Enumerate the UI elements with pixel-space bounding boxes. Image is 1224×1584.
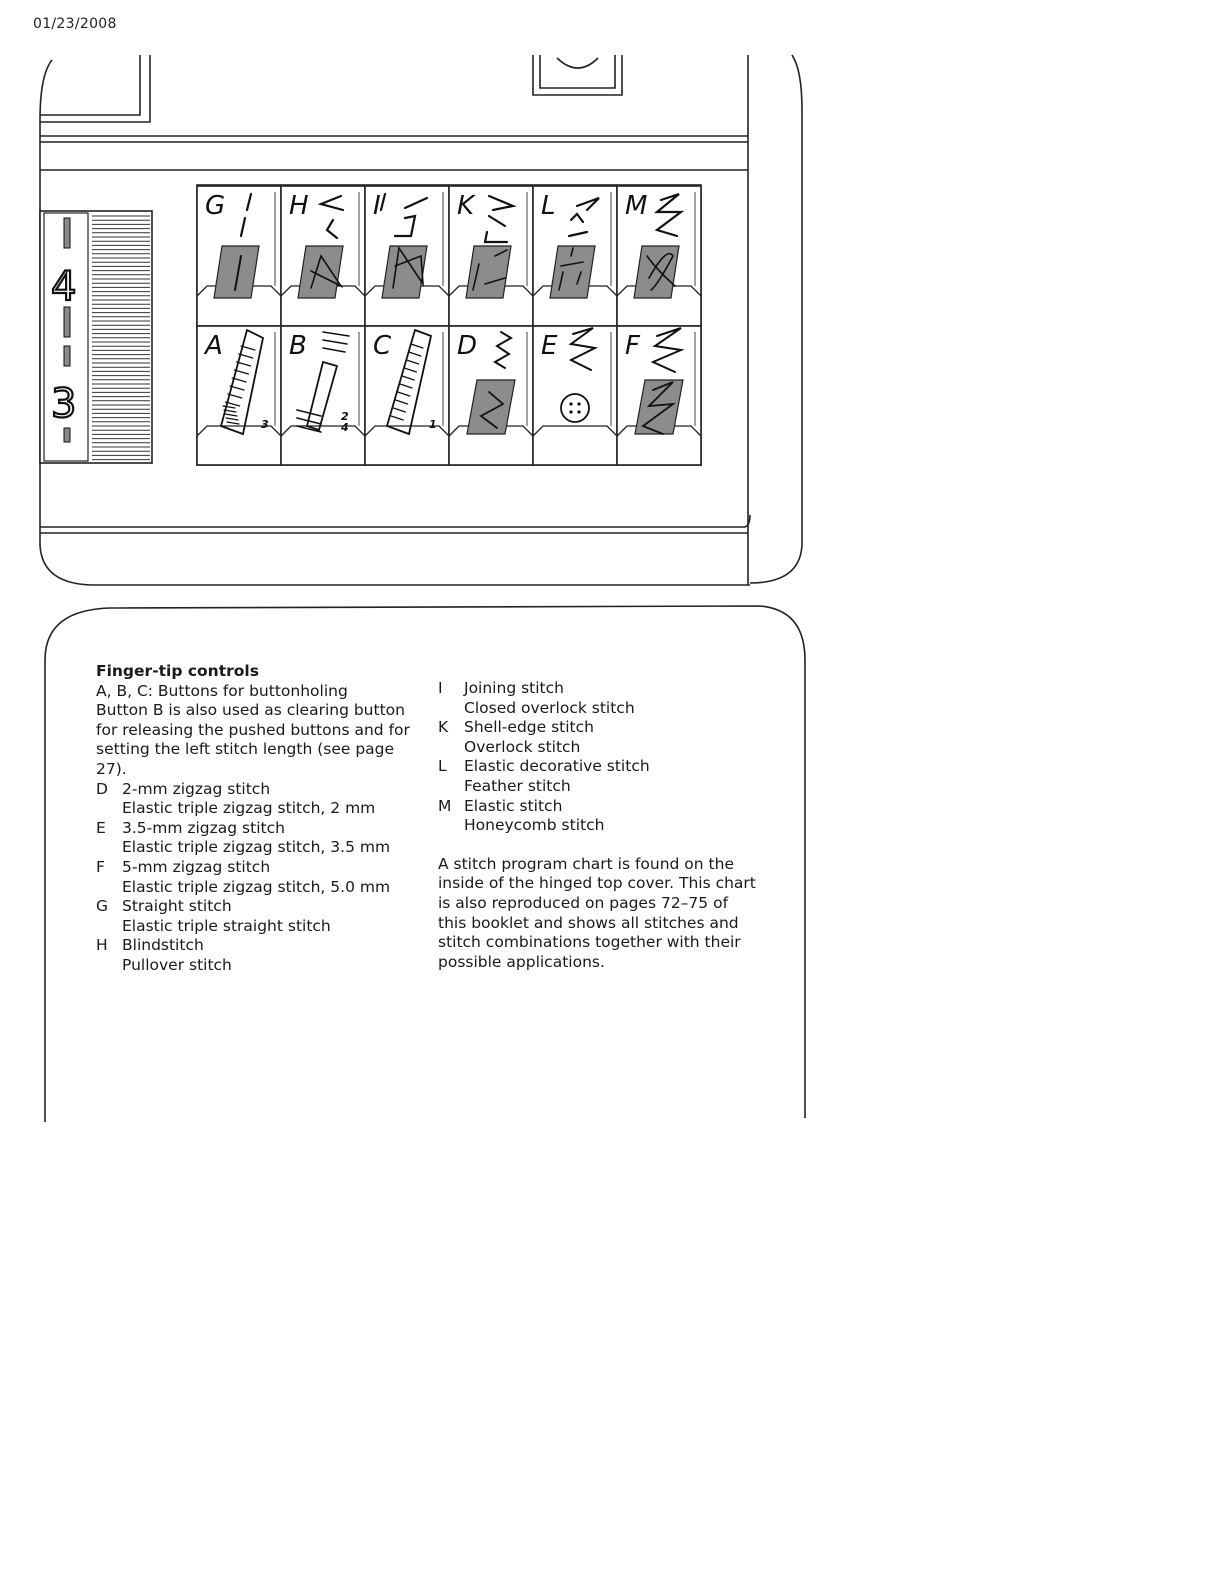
entry-description xyxy=(122,858,390,897)
note-line: possible applications. xyxy=(438,952,605,971)
page-date: 01/23/2008 xyxy=(33,16,117,32)
note-line: A stitch program chart is found on the xyxy=(438,854,734,873)
entry-line: Straight stitch xyxy=(122,897,232,916)
bottom-key-a[interactable] xyxy=(197,326,281,465)
stitch-entry-i xyxy=(438,679,758,718)
note-line: stitch combinations together with their xyxy=(438,933,741,952)
entry-line: 3.5-mm zigzag stitch xyxy=(122,818,285,837)
dial-number-3: 3 xyxy=(51,381,77,427)
left-column xyxy=(96,662,416,976)
key-letter-d: D xyxy=(457,331,478,361)
note-line: inside of the hinged top cover. This chart xyxy=(438,874,756,893)
intro-line: Button B is also used as clearing button xyxy=(96,701,405,720)
entry-line: Overlock stitch xyxy=(464,737,581,756)
entry-line: Blindstitch xyxy=(122,936,204,955)
top-key-g[interactable] xyxy=(197,186,281,326)
entry-line: Elastic stitch xyxy=(464,796,563,815)
section-heading: Finger-tip controls xyxy=(96,662,259,680)
top-key-k[interactable] xyxy=(449,186,533,326)
entry-letter: M xyxy=(438,796,452,815)
left-entry-list xyxy=(96,780,416,976)
stitch-entry-k xyxy=(438,718,758,757)
entry-line: Elastic triple zigzag stitch, 2 mm xyxy=(122,799,376,818)
entry-description xyxy=(122,819,390,858)
entry-line: 2-mm zigzag stitch xyxy=(122,779,271,798)
intro-line: for releasing the pushed buttons and for xyxy=(96,720,410,739)
key-b-number-top: 2 xyxy=(341,410,349,423)
top-key-i[interactable] xyxy=(365,186,449,326)
stitch-chart-note xyxy=(438,855,758,973)
bottom-key-d[interactable] xyxy=(449,326,533,465)
key-letter-l: L xyxy=(541,191,556,221)
entry-description xyxy=(122,936,232,975)
key-letter-f: F xyxy=(625,331,640,361)
key-letter-c: C xyxy=(373,331,392,361)
stitch-entry-h xyxy=(96,936,416,975)
entry-line: Joining stitch xyxy=(464,679,564,697)
key-letter-i: I xyxy=(373,191,381,221)
top-key-m[interactable] xyxy=(617,186,701,326)
key-c-number: 1 xyxy=(429,418,437,431)
entry-line: Elastic decorative stitch xyxy=(464,757,650,776)
entry-description xyxy=(122,897,331,936)
key-b-number-bottom: 4 xyxy=(341,421,349,434)
entry-description xyxy=(464,757,650,796)
entry-line: Elastic triple straight stitch xyxy=(122,916,331,935)
entry-line: 5-mm zigzag stitch xyxy=(122,857,271,876)
entry-line: Closed overlock stitch xyxy=(464,698,635,717)
note-line: is also reproduced on pages 72–75 of xyxy=(438,893,729,912)
entry-line: Elastic triple zigzag stitch, 5.0 mm xyxy=(122,877,391,896)
entry-letter: D xyxy=(96,779,108,798)
entry-letter: E xyxy=(96,818,106,837)
key-letter-a: A xyxy=(205,331,223,361)
stitch-entry-l xyxy=(438,757,758,796)
key-letter-b: B xyxy=(289,331,307,361)
entry-letter: K xyxy=(438,718,449,737)
bottom-key-c[interactable] xyxy=(365,326,449,465)
entry-description xyxy=(122,780,375,819)
key-a-number: 3 xyxy=(261,418,269,431)
entry-line: Honeycomb stitch xyxy=(464,816,605,835)
top-key-h[interactable] xyxy=(281,186,365,326)
entry-letter: L xyxy=(438,757,447,776)
stitch-entry-d xyxy=(96,780,416,819)
top-key-row xyxy=(197,186,701,326)
entry-letter: G xyxy=(96,897,109,916)
entry-letter: H xyxy=(96,936,108,955)
bottom-key-e[interactable] xyxy=(533,326,617,465)
entry-line: Pullover stitch xyxy=(122,955,232,974)
bottom-key-f[interactable] xyxy=(617,326,701,465)
right-column xyxy=(438,679,758,972)
bottom-key-row xyxy=(197,326,701,465)
key-letter-e: E xyxy=(541,331,558,361)
stitch-length-dial xyxy=(40,211,152,463)
entry-description xyxy=(464,718,594,757)
entry-line: Elastic triple zigzag stitch, 3.5 mm xyxy=(122,838,391,857)
entry-line: Shell-edge stitch xyxy=(464,718,594,737)
stitch-entry-g xyxy=(96,897,416,936)
intro-line: setting the left stitch length (see page xyxy=(96,740,395,759)
key-letter-k: K xyxy=(457,191,475,221)
stitch-entry-e xyxy=(96,819,416,858)
top-key-l[interactable] xyxy=(533,186,617,326)
entry-line: Feather stitch xyxy=(464,776,571,795)
intro-line: A, B, C: Buttons for buttonholing xyxy=(96,681,348,700)
stitch-entry-f xyxy=(96,858,416,897)
intro-paragraph xyxy=(96,701,416,779)
stitch-entry-m xyxy=(438,797,758,836)
intro-line: 27). xyxy=(96,759,127,778)
note-line: this booklet and shows all stitches and xyxy=(438,913,739,932)
entry-description xyxy=(464,797,604,836)
dial-number-4: 4 xyxy=(51,264,77,310)
key-letter-m: M xyxy=(625,191,648,221)
bottom-key-b[interactable] xyxy=(281,326,365,465)
entry-description xyxy=(464,679,635,718)
entry-letter: I xyxy=(438,679,443,697)
right-entry-list xyxy=(438,679,758,836)
entry-letter: F xyxy=(96,857,105,876)
key-letter-h: H xyxy=(289,191,309,221)
key-letter-g: G xyxy=(205,191,226,221)
